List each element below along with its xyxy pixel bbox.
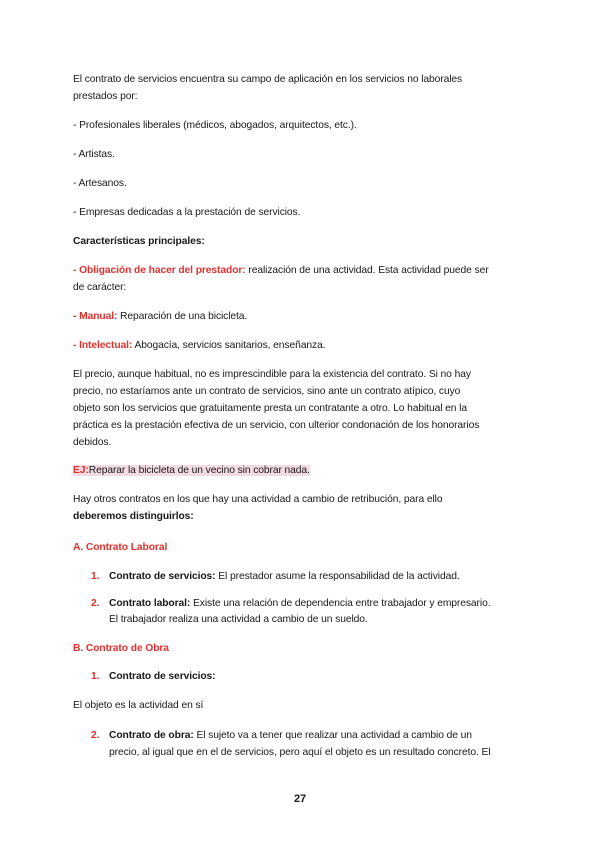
item-label: Contrato de obra:: [109, 730, 194, 741]
intelectual-label: - Intelectual:: [73, 340, 133, 351]
list-number: 1.: [91, 671, 100, 682]
precio-line: debidos.: [73, 437, 112, 448]
list-number: 2.: [91, 730, 100, 741]
otros-line-2: deberemos distinguirlos:: [73, 511, 194, 522]
item-label: Contrato laboral:: [109, 598, 191, 609]
item-text: Existe una relación de dependencia entre trabajador y empresario.: [190, 598, 491, 609]
precio-line: precio, no estaríamos ante un contrato de servicios, sino ante un contrato atípico, cuyo: [73, 386, 461, 397]
list-number: 1.: [91, 571, 100, 582]
section-b-item-2-cont: precio, al igual que en el de servicios, pero aquí el objeto es un resultado concreto. El: [109, 747, 491, 758]
page-number: 27: [293, 793, 307, 805]
section-b-heading: B. Contrato de Obra: [73, 643, 169, 654]
obligacion-label: - Obligación de hacer del prestador:: [73, 265, 246, 276]
obligacion-text: realización de una actividad. Esta actividad puede ser: [245, 265, 489, 276]
ejemplo-label: EJ:: [73, 465, 89, 476]
item-text: El sujeto va a tener que realizar una actividad a cambio de un: [193, 730, 472, 741]
list-item: - Artistas.: [73, 149, 115, 160]
precio-line: El precio, aunque habitual, no es imprescindible para la existencia del contrato. Si no hay: [73, 369, 471, 380]
section-b-item-2: [109, 728, 472, 744]
list-number: 2.: [91, 598, 100, 609]
intelectual-text: Abogacía, servicios sanitarios, enseñanza.: [132, 340, 326, 351]
manual-text: Reparación de una bicicleta.: [117, 311, 248, 322]
section-a-item-2: [109, 596, 490, 612]
ejemplo-line: [73, 463, 310, 479]
otros-line-1: Hay otros contratos en los que hay una actividad a cambio de retribución, para ello: [73, 494, 443, 505]
obligacion-line-1: [73, 263, 489, 279]
precio-line: objeto son los servicios que gratuitamente presta un contratante a otro. Lo habitual en la: [73, 403, 467, 414]
caracteristicas-heading: Características principales:: [73, 236, 205, 247]
intro-line-2: prestados por:: [73, 91, 138, 102]
list-item: - Artesanos.: [73, 178, 127, 189]
intro-line-1: El contrato de servicios encuentra su campo de aplicación en los servicios no laborales: [73, 74, 463, 85]
list-item: - Profesionales liberales (médicos, abogados, arquitectos, etc.).: [73, 120, 357, 131]
section-b-item-1: Contrato de servicios:: [109, 671, 216, 682]
item-text: El prestador asume la responsabilidad de la actividad.: [215, 571, 460, 582]
precio-line: práctica es la prestación efectiva de un servicio, con ulterior condonación de los honorarios: [73, 420, 480, 431]
ejemplo-text: Reparar la bicicleta de un vecino sin cobrar nada.: [88, 465, 310, 476]
intelectual-line: [73, 338, 325, 354]
section-a-item-1: [109, 569, 460, 585]
ejemplo-highlight: [73, 465, 310, 476]
manual-line: [73, 309, 247, 325]
list-item: - Empresas dedicadas a la prestación de servicios.: [73, 207, 301, 218]
manual-label: - Manual:: [73, 311, 118, 322]
section-a-heading: A. Contrato Laboral: [73, 542, 168, 553]
item-label: Contrato de servicios:: [109, 571, 216, 582]
obligacion-line-2: de carácter:: [73, 282, 127, 293]
objeto-line: El objeto es la actividad en sí: [73, 700, 204, 711]
section-a-item-2-cont: El trabajador realiza una actividad a cambio de un sueldo.: [109, 614, 368, 625]
